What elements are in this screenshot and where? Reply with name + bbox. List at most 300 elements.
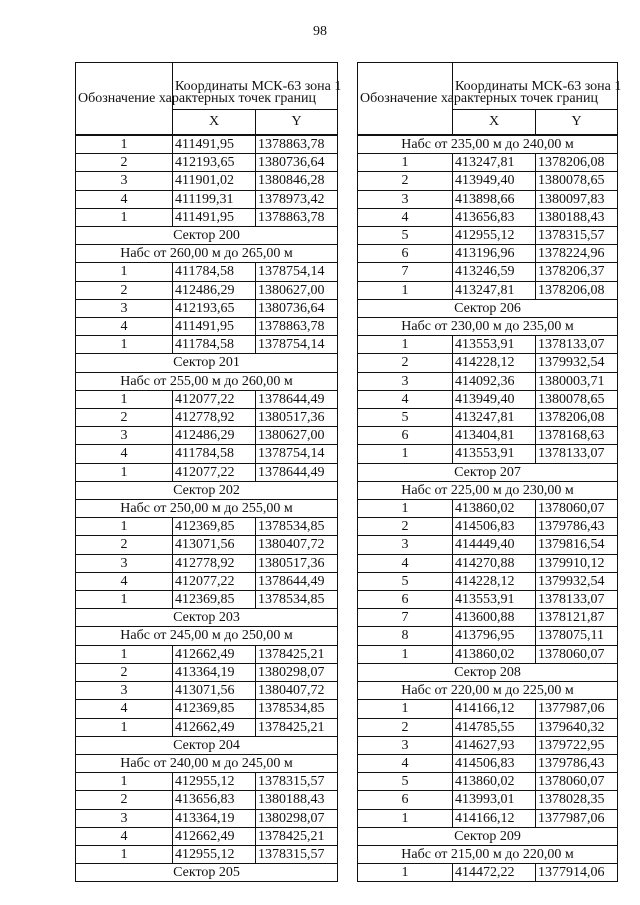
coordinates-table-right bbox=[357, 62, 622, 882]
point-number-cell: 7 bbox=[358, 263, 453, 281]
y-coordinate-cell: 1379722,95 bbox=[536, 736, 618, 754]
point-number-cell: 3 bbox=[76, 427, 173, 445]
x-coordinate-cell: 412369,85 bbox=[173, 700, 256, 718]
x-coordinate-cell: 413949,40 bbox=[453, 390, 536, 408]
section-row bbox=[358, 481, 618, 499]
y-coordinate-cell: 1378425,21 bbox=[256, 718, 338, 736]
table-row bbox=[358, 791, 618, 809]
table-row bbox=[76, 718, 338, 736]
x-coordinate-cell: 413600,88 bbox=[453, 609, 536, 627]
y-coordinate-cell: 1378863,78 bbox=[256, 136, 338, 154]
table-row bbox=[358, 773, 618, 791]
point-number-cell: 1 bbox=[76, 845, 173, 863]
point-number-cell: 1 bbox=[76, 718, 173, 736]
point-number-cell: 3 bbox=[76, 682, 173, 700]
x-coordinate-cell: 413860,02 bbox=[453, 773, 536, 791]
section-title: Набс от 245,00 м до 250,00 м bbox=[76, 627, 338, 645]
x-coordinate-cell: 412486,29 bbox=[173, 427, 256, 445]
section-row bbox=[358, 845, 618, 863]
x-coordinate-cell: 411901,02 bbox=[173, 172, 256, 190]
table-row bbox=[358, 736, 618, 754]
points-header: Обозначение характерных точек границ bbox=[76, 63, 173, 135]
y-coordinate-cell: 1379910,12 bbox=[536, 554, 618, 572]
y-coordinate-cell: 1380078,65 bbox=[536, 172, 618, 190]
point-number-cell: 3 bbox=[76, 172, 173, 190]
table-row bbox=[358, 554, 618, 572]
table-row bbox=[76, 518, 338, 536]
y-coordinate-cell: 1380846,28 bbox=[256, 172, 338, 190]
section-title: Набс от 230,00 м до 235,00 м bbox=[358, 318, 618, 336]
section-row bbox=[76, 227, 338, 245]
table-row bbox=[76, 591, 338, 609]
x-coordinate-cell: 413656,83 bbox=[173, 791, 256, 809]
point-number-cell: 3 bbox=[358, 536, 453, 554]
table-row bbox=[76, 136, 338, 154]
x-coordinate-cell: 412955,12 bbox=[453, 227, 536, 245]
y-coordinate-cell: 1378206,08 bbox=[536, 154, 618, 172]
table-row bbox=[76, 773, 338, 791]
section-title: Сектор 209 bbox=[358, 827, 618, 845]
point-number-cell: 1 bbox=[76, 463, 173, 481]
point-number-cell: 1 bbox=[358, 154, 453, 172]
table-row bbox=[358, 390, 618, 408]
table-row bbox=[76, 263, 338, 281]
point-number-cell: 4 bbox=[76, 445, 173, 463]
table-row bbox=[76, 682, 338, 700]
section-title: Сектор 206 bbox=[358, 299, 618, 317]
y-coordinate-cell: 1378224,96 bbox=[536, 245, 618, 263]
y-coordinate-cell: 1378315,57 bbox=[256, 773, 338, 791]
x-coordinate-cell: 412193,65 bbox=[173, 299, 256, 317]
point-number-cell: 4 bbox=[76, 827, 173, 845]
point-number-cell: 2 bbox=[358, 354, 453, 372]
x-coordinate-cell: 414270,88 bbox=[453, 554, 536, 572]
section-row bbox=[76, 864, 338, 882]
table-row bbox=[358, 700, 618, 718]
point-number-cell: 6 bbox=[358, 245, 453, 263]
x-coordinate-cell: 412778,92 bbox=[173, 409, 256, 427]
point-number-cell: 3 bbox=[358, 190, 453, 208]
x-coordinate-cell: 414627,93 bbox=[453, 736, 536, 754]
section-title: Сектор 200 bbox=[76, 227, 338, 245]
y-coordinate-cell: 1380627,00 bbox=[256, 427, 338, 445]
table-row bbox=[358, 245, 618, 263]
section-row bbox=[76, 627, 338, 645]
y-coordinate-cell: 1380097,83 bbox=[536, 190, 618, 208]
point-number-cell: 1 bbox=[76, 336, 173, 354]
table-row bbox=[358, 190, 618, 208]
x-coordinate-cell: 412662,49 bbox=[173, 827, 256, 845]
x-coordinate-cell: 412955,12 bbox=[173, 773, 256, 791]
y-coordinate-cell: 1380736,64 bbox=[256, 299, 338, 317]
x-coordinate-cell: 411491,95 bbox=[173, 318, 256, 336]
y-coordinate-cell: 1378060,07 bbox=[536, 645, 618, 663]
coordinates-header: Координаты МСК-63 зона 1 bbox=[453, 63, 618, 110]
x-coordinate-cell: 414092,36 bbox=[453, 372, 536, 390]
table-row bbox=[358, 518, 618, 536]
point-number-cell: 4 bbox=[358, 554, 453, 572]
x-coordinate-cell: 414228,12 bbox=[453, 572, 536, 590]
point-number-cell: 2 bbox=[76, 536, 173, 554]
x-coordinate-cell: 412193,65 bbox=[173, 154, 256, 172]
table-row bbox=[358, 409, 618, 427]
table-row bbox=[76, 554, 338, 572]
y-coordinate-cell: 1379786,43 bbox=[536, 518, 618, 536]
point-number-cell: 2 bbox=[76, 663, 173, 681]
table-row bbox=[358, 627, 618, 645]
section-row bbox=[76, 372, 338, 390]
y-coordinate-cell: 1378644,49 bbox=[256, 390, 338, 408]
x-coordinate-cell: 412662,49 bbox=[173, 645, 256, 663]
y-coordinate-cell: 1378168,63 bbox=[536, 427, 618, 445]
table-row bbox=[76, 427, 338, 445]
point-number-cell: 1 bbox=[358, 809, 453, 827]
x-coordinate-cell: 413898,66 bbox=[453, 190, 536, 208]
section-row bbox=[358, 299, 618, 317]
table-row bbox=[76, 409, 338, 427]
x-coordinate-cell: 413949,40 bbox=[453, 172, 536, 190]
x-coordinate-cell: 412077,22 bbox=[173, 572, 256, 590]
x-coordinate-cell: 411491,95 bbox=[173, 136, 256, 154]
point-number-cell: 6 bbox=[358, 791, 453, 809]
y-coordinate-cell: 1380298,07 bbox=[256, 809, 338, 827]
x-coordinate-cell: 414785,55 bbox=[453, 718, 536, 736]
table-row bbox=[358, 263, 618, 281]
x-coordinate-cell: 414449,40 bbox=[453, 536, 536, 554]
section-title: Набс от 220,00 м до 225,00 м bbox=[358, 682, 618, 700]
point-number-cell: 1 bbox=[76, 518, 173, 536]
coordinates-header: Координаты МСК-63 зона 1 bbox=[173, 63, 338, 110]
point-number-cell: 6 bbox=[358, 427, 453, 445]
x-coordinate-cell: 413656,83 bbox=[453, 208, 536, 226]
y-coordinate-cell: 1378121,87 bbox=[536, 609, 618, 627]
x-coordinate-cell: 412662,49 bbox=[173, 718, 256, 736]
table-row bbox=[358, 154, 618, 172]
y-coordinate-cell: 1380627,00 bbox=[256, 281, 338, 299]
point-number-cell: 1 bbox=[76, 208, 173, 226]
y-coordinate-cell: 1380517,36 bbox=[256, 554, 338, 572]
table-row bbox=[76, 463, 338, 481]
x-coordinate-cell: 412486,29 bbox=[173, 281, 256, 299]
y-coordinate-cell: 1378206,08 bbox=[536, 281, 618, 299]
point-number-cell: 1 bbox=[76, 591, 173, 609]
points-header: Обозначение характерных точек границ bbox=[358, 63, 453, 135]
section-title: Набс от 235,00 м до 240,00 м bbox=[358, 136, 618, 154]
table-row bbox=[76, 208, 338, 226]
y-coordinate-cell: 1378060,07 bbox=[536, 773, 618, 791]
y-coordinate-cell: 1378315,57 bbox=[256, 845, 338, 863]
section-title: Сектор 201 bbox=[76, 354, 338, 372]
x-coordinate-cell: 413860,02 bbox=[453, 645, 536, 663]
y-coordinate-cell: 1380188,43 bbox=[256, 791, 338, 809]
table-row bbox=[76, 700, 338, 718]
y-coordinate-cell: 1378644,49 bbox=[256, 572, 338, 590]
point-number-cell: 5 bbox=[358, 409, 453, 427]
x-coordinate-cell: 413246,59 bbox=[453, 263, 536, 281]
point-number-cell: 1 bbox=[358, 700, 453, 718]
x-coordinate-cell: 412077,22 bbox=[173, 390, 256, 408]
y-coordinate-cell: 1378028,35 bbox=[536, 791, 618, 809]
section-title: Набс от 240,00 м до 245,00 м bbox=[76, 754, 338, 772]
table-row bbox=[76, 445, 338, 463]
section-row bbox=[76, 500, 338, 518]
x-coordinate-cell: 413071,56 bbox=[173, 536, 256, 554]
y-coordinate-cell: 1378425,21 bbox=[256, 827, 338, 845]
point-number-cell: 3 bbox=[76, 809, 173, 827]
x-coordinate-cell: 413796,95 bbox=[453, 627, 536, 645]
x-coordinate-cell: 413364,19 bbox=[173, 809, 256, 827]
point-number-cell: 1 bbox=[76, 390, 173, 408]
x-coordinate-cell: 413364,19 bbox=[173, 663, 256, 681]
x-coordinate-cell: 412077,22 bbox=[173, 463, 256, 481]
point-number-cell: 4 bbox=[358, 390, 453, 408]
point-number-cell: 6 bbox=[358, 591, 453, 609]
table-row bbox=[358, 754, 618, 772]
table-row bbox=[358, 208, 618, 226]
y-coordinate-cell: 1380407,72 bbox=[256, 536, 338, 554]
section-row bbox=[76, 245, 338, 263]
y-coordinate-cell: 1378863,78 bbox=[256, 208, 338, 226]
x-coordinate-cell: 413247,81 bbox=[453, 281, 536, 299]
y-coordinate-cell: 1378315,57 bbox=[536, 227, 618, 245]
point-number-cell: 1 bbox=[358, 281, 453, 299]
y-coordinate-cell: 1379640,32 bbox=[536, 718, 618, 736]
table-row bbox=[358, 445, 618, 463]
x-coordinate-cell: 413247,81 bbox=[453, 409, 536, 427]
table-row bbox=[76, 318, 338, 336]
y-coordinate-cell: 1378534,85 bbox=[256, 591, 338, 609]
section-row bbox=[76, 754, 338, 772]
y-header: Y bbox=[536, 110, 618, 135]
x-coordinate-cell: 411199,31 bbox=[173, 190, 256, 208]
point-number-cell: 1 bbox=[358, 864, 453, 882]
point-number-cell: 7 bbox=[358, 609, 453, 627]
section-row bbox=[358, 827, 618, 845]
y-coordinate-cell: 1380298,07 bbox=[256, 663, 338, 681]
section-row bbox=[358, 318, 618, 336]
page-number: 98 bbox=[313, 24, 327, 39]
point-number-cell: 5 bbox=[358, 572, 453, 590]
point-number-cell: 2 bbox=[358, 518, 453, 536]
point-number-cell: 1 bbox=[76, 773, 173, 791]
table-row bbox=[76, 299, 338, 317]
y-header: Y bbox=[256, 110, 338, 135]
y-coordinate-cell: 1378133,07 bbox=[536, 445, 618, 463]
point-number-cell: 3 bbox=[76, 554, 173, 572]
y-coordinate-cell: 1380003,71 bbox=[536, 372, 618, 390]
section-row bbox=[358, 463, 618, 481]
point-number-cell: 1 bbox=[358, 645, 453, 663]
section-title: Сектор 203 bbox=[76, 609, 338, 627]
table-row bbox=[76, 390, 338, 408]
x-coordinate-cell: 414472,22 bbox=[453, 864, 536, 882]
table-row bbox=[358, 591, 618, 609]
section-title: Сектор 202 bbox=[76, 481, 338, 499]
section-title: Сектор 208 bbox=[358, 663, 618, 681]
y-coordinate-cell: 1379786,43 bbox=[536, 754, 618, 772]
x-coordinate-cell: 411784,58 bbox=[173, 263, 256, 281]
y-coordinate-cell: 1379932,54 bbox=[536, 354, 618, 372]
x-coordinate-cell: 412955,12 bbox=[173, 845, 256, 863]
table-row bbox=[358, 500, 618, 518]
y-coordinate-cell: 1380188,43 bbox=[536, 208, 618, 226]
x-coordinate-cell: 413553,91 bbox=[453, 445, 536, 463]
y-coordinate-cell: 1378754,14 bbox=[256, 336, 338, 354]
point-number-cell: 5 bbox=[358, 227, 453, 245]
table-row bbox=[76, 154, 338, 172]
point-number-cell: 4 bbox=[76, 318, 173, 336]
point-number-cell: 1 bbox=[76, 645, 173, 663]
y-coordinate-cell: 1380407,72 bbox=[256, 682, 338, 700]
table-body bbox=[358, 135, 618, 882]
table-row bbox=[76, 645, 338, 663]
section-row bbox=[76, 609, 338, 627]
y-coordinate-cell: 1378534,85 bbox=[256, 700, 338, 718]
y-coordinate-cell: 1378060,07 bbox=[536, 500, 618, 518]
x-coordinate-cell: 411491,95 bbox=[173, 208, 256, 226]
table-row bbox=[358, 336, 618, 354]
y-coordinate-cell: 1378973,42 bbox=[256, 190, 338, 208]
point-number-cell: 3 bbox=[358, 736, 453, 754]
table-row bbox=[358, 645, 618, 663]
y-coordinate-cell: 1378206,08 bbox=[536, 409, 618, 427]
x-coordinate-cell: 413247,81 bbox=[453, 154, 536, 172]
table-row bbox=[76, 536, 338, 554]
table-row bbox=[76, 281, 338, 299]
table-row bbox=[358, 536, 618, 554]
point-number-cell: 2 bbox=[76, 154, 173, 172]
table-row bbox=[76, 809, 338, 827]
x-coordinate-cell: 413860,02 bbox=[453, 500, 536, 518]
point-number-cell: 4 bbox=[76, 572, 173, 590]
y-coordinate-cell: 1379816,54 bbox=[536, 536, 618, 554]
x-header: X bbox=[453, 110, 536, 135]
y-coordinate-cell: 1377987,06 bbox=[536, 700, 618, 718]
table-row bbox=[358, 281, 618, 299]
table-row bbox=[76, 845, 338, 863]
y-coordinate-cell: 1379932,54 bbox=[536, 572, 618, 590]
x-coordinate-cell: 414166,12 bbox=[453, 700, 536, 718]
point-number-cell: 8 bbox=[358, 627, 453, 645]
point-number-cell: 1 bbox=[76, 136, 173, 154]
point-number-cell: 3 bbox=[76, 299, 173, 317]
table-row bbox=[76, 827, 338, 845]
point-number-cell: 1 bbox=[76, 263, 173, 281]
table-row bbox=[358, 572, 618, 590]
section-title: Набс от 250,00 м до 255,00 м bbox=[76, 500, 338, 518]
y-coordinate-cell: 1378133,07 bbox=[536, 336, 618, 354]
point-number-cell: 2 bbox=[76, 791, 173, 809]
y-coordinate-cell: 1378644,49 bbox=[256, 463, 338, 481]
section-title: Набс от 260,00 м до 265,00 м bbox=[76, 245, 338, 263]
x-coordinate-cell: 414228,12 bbox=[453, 354, 536, 372]
point-number-cell: 4 bbox=[76, 700, 173, 718]
table-row bbox=[358, 864, 618, 882]
x-coordinate-cell: 413404,81 bbox=[453, 427, 536, 445]
y-coordinate-cell: 1378754,14 bbox=[256, 445, 338, 463]
point-number-cell: 2 bbox=[358, 718, 453, 736]
x-coordinate-cell: 413196,96 bbox=[453, 245, 536, 263]
point-number-cell: 2 bbox=[76, 281, 173, 299]
x-coordinate-cell: 413071,56 bbox=[173, 682, 256, 700]
x-coordinate-cell: 412369,85 bbox=[173, 591, 256, 609]
table-row bbox=[358, 809, 618, 827]
y-coordinate-cell: 1378534,85 bbox=[256, 518, 338, 536]
section-row bbox=[358, 682, 618, 700]
point-number-cell: 2 bbox=[358, 172, 453, 190]
section-row bbox=[358, 136, 618, 154]
table-row bbox=[358, 372, 618, 390]
x-coordinate-cell: 413553,91 bbox=[453, 591, 536, 609]
table-row bbox=[358, 609, 618, 627]
x-coordinate-cell: 413993,01 bbox=[453, 791, 536, 809]
table-row bbox=[76, 572, 338, 590]
x-coordinate-cell: 413553,91 bbox=[453, 336, 536, 354]
x-coordinate-cell: 414166,12 bbox=[453, 809, 536, 827]
y-coordinate-cell: 1380517,36 bbox=[256, 409, 338, 427]
table-row bbox=[76, 791, 338, 809]
section-title: Сектор 207 bbox=[358, 463, 618, 481]
section-title: Сектор 204 bbox=[76, 736, 338, 754]
x-coordinate-cell: 412778,92 bbox=[173, 554, 256, 572]
point-number-cell: 4 bbox=[358, 754, 453, 772]
section-title: Набс от 225,00 м до 230,00 м bbox=[358, 481, 618, 499]
section-row bbox=[76, 354, 338, 372]
section-title: Набс от 215,00 м до 220,00 м bbox=[358, 845, 618, 863]
point-number-cell: 4 bbox=[76, 190, 173, 208]
x-coordinate-cell: 411784,58 bbox=[173, 336, 256, 354]
x-coordinate-cell: 411784,58 bbox=[173, 445, 256, 463]
table-row bbox=[358, 718, 618, 736]
y-coordinate-cell: 1380736,64 bbox=[256, 154, 338, 172]
point-number-cell: 2 bbox=[76, 409, 173, 427]
table-row bbox=[358, 354, 618, 372]
y-coordinate-cell: 1378075,11 bbox=[536, 627, 618, 645]
point-number-cell: 1 bbox=[358, 445, 453, 463]
table-row bbox=[76, 336, 338, 354]
y-coordinate-cell: 1380078,65 bbox=[536, 390, 618, 408]
point-number-cell: 3 bbox=[358, 372, 453, 390]
table-body bbox=[76, 135, 338, 882]
point-number-cell: 5 bbox=[358, 773, 453, 791]
x-header: X bbox=[173, 110, 256, 135]
x-coordinate-cell: 414506,83 bbox=[453, 754, 536, 772]
table-row bbox=[358, 227, 618, 245]
section-title: Сектор 205 bbox=[76, 864, 338, 882]
section-row bbox=[76, 481, 338, 499]
y-coordinate-cell: 1378425,21 bbox=[256, 645, 338, 663]
table-row bbox=[76, 190, 338, 208]
point-number-cell: 4 bbox=[358, 208, 453, 226]
y-coordinate-cell: 1378754,14 bbox=[256, 263, 338, 281]
table-row bbox=[358, 172, 618, 190]
section-title: Набс от 255,00 м до 260,00 м bbox=[76, 372, 338, 390]
y-coordinate-cell: 1378133,07 bbox=[536, 591, 618, 609]
x-coordinate-cell: 412369,85 bbox=[173, 518, 256, 536]
section-row bbox=[76, 736, 338, 754]
y-coordinate-cell: 1377914,06 bbox=[536, 864, 618, 882]
x-coordinate-cell: 414506,83 bbox=[453, 518, 536, 536]
table-row bbox=[76, 663, 338, 681]
table-row bbox=[358, 427, 618, 445]
point-number-cell: 1 bbox=[358, 336, 453, 354]
section-row bbox=[358, 663, 618, 681]
y-coordinate-cell: 1378206,37 bbox=[536, 263, 618, 281]
coordinates-table-left bbox=[75, 62, 342, 882]
y-coordinate-cell: 1377987,06 bbox=[536, 809, 618, 827]
point-number-cell: 1 bbox=[358, 500, 453, 518]
table-row bbox=[76, 172, 338, 190]
